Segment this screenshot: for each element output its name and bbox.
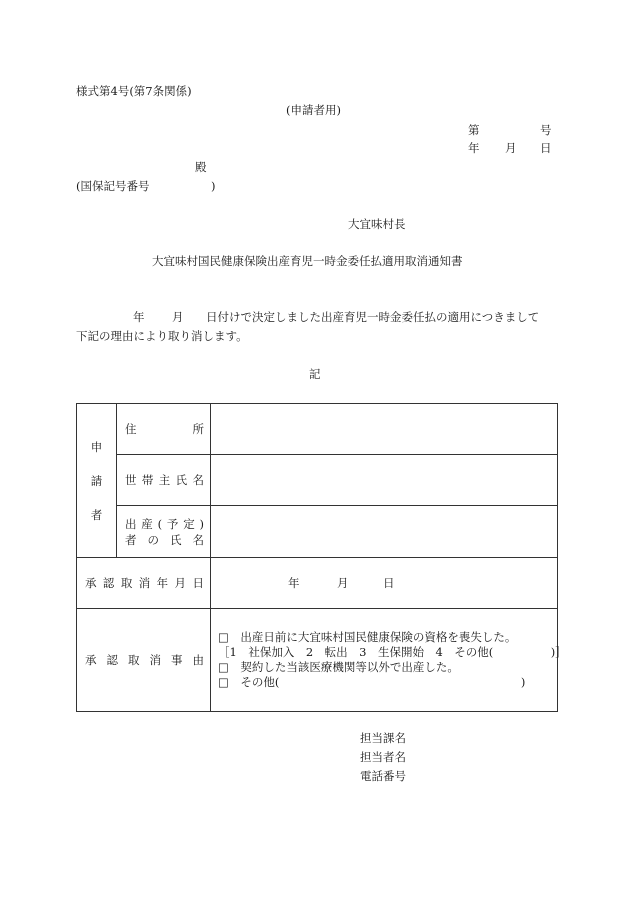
applicant-group-label: 申 請 者 [77, 404, 117, 558]
row-cancel-date [77, 558, 558, 609]
ki-heading: 記 [309, 367, 321, 381]
staff-name-label: 担当者名 [360, 750, 406, 764]
copy-label: (申請者用) [286, 103, 341, 117]
addressee-suffix: 殿 [195, 160, 207, 174]
cancel-reason-value [211, 609, 567, 712]
insurance-number-label: (国保記号番号 [76, 179, 150, 193]
address-label: 住 所 [117, 404, 211, 455]
details-table [76, 403, 567, 712]
row-householder [77, 455, 558, 506]
body-month: 月 [172, 310, 184, 324]
form-number: 様式第4号(第7条関係) [76, 84, 192, 98]
issue-date-year: 年 [468, 141, 480, 155]
issuer-name: 大宜味村長 [348, 217, 406, 231]
reason-option-other[interactable]: □ その他( ) [218, 675, 526, 689]
row-cancel-reason [77, 609, 558, 712]
householder-name-label: 世 帯 主 氏 名 [117, 455, 211, 506]
dept-name-label: 担当課名 [360, 731, 406, 745]
body-year: 年 [133, 310, 145, 324]
reason-sub-options: ［1 社保加入 2 転出 3 生保開始 4 その他( )］ [218, 645, 567, 659]
birth-person-name-value[interactable] [211, 506, 558, 558]
reason-option-other-facility[interactable]: □ 契約した当該医療機関等以外で出産した。 [218, 660, 459, 674]
cancel-date-month: 月 [337, 576, 349, 590]
body-line2: 下記の理由により取り消します。 [76, 329, 248, 343]
row-address [77, 404, 558, 455]
body-line1-text: 日付けで決定しました出産育児一時金委任払の適用につきまして [206, 310, 540, 324]
cancel-date-value[interactable] [211, 558, 558, 609]
issue-date-day: 日 [540, 141, 552, 155]
phone-number-label: 電話番号 [360, 769, 406, 783]
row-birth-name [77, 506, 558, 558]
birth-person-name-label: 出 産 ( 予 定 ) 者 の 氏 名 [117, 506, 211, 558]
cancel-reason-label: 承 認 取 消 事 由 [77, 609, 211, 712]
document-title: 大宜味村国民健康保険出産育児一時金委任払適用取消通知書 [152, 254, 463, 268]
address-value[interactable] [211, 404, 558, 455]
cancel-date-year: 年 [288, 576, 300, 590]
reason-option-lost-eligibility[interactable]: □ 出産日前に大宜味村国民健康保険の資格を喪失した。 [218, 630, 517, 644]
householder-name-value[interactable] [211, 455, 558, 506]
insurance-number-close: ) [211, 179, 216, 193]
issue-date-month: 月 [505, 141, 517, 155]
cancel-date-day: 日 [383, 576, 395, 590]
doc-number-suffix: 号 [540, 123, 552, 137]
cancel-date-label: 承 認 取 消 年 月 日 [77, 558, 211, 609]
doc-number-prefix: 第 [468, 123, 480, 137]
